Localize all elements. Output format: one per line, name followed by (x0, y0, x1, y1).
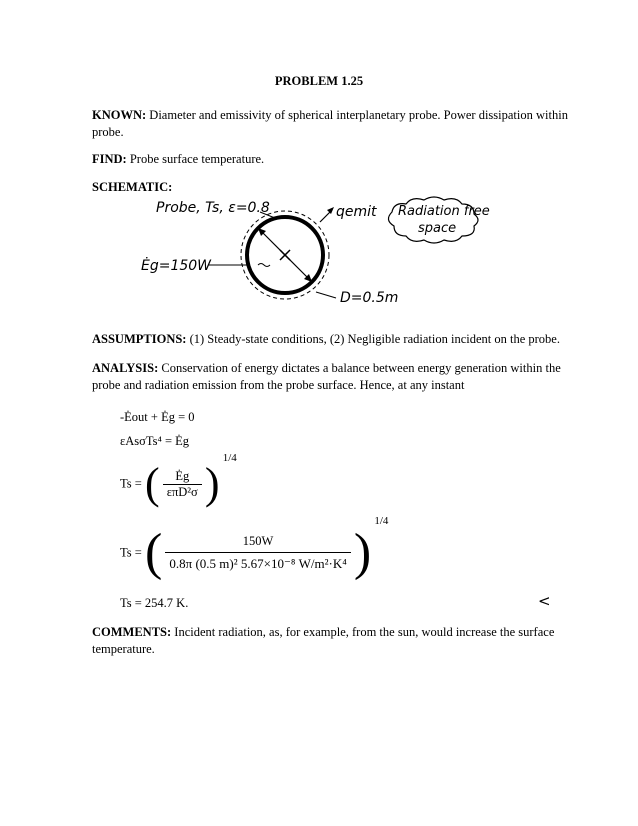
known-label: KNOWN: (92, 108, 147, 122)
q-emit-label: qemit (336, 204, 377, 220)
find-label: FIND: (92, 152, 127, 166)
known-text: Diameter and emissivity of spherical interplanetary probe. Power dissipation within probe. (92, 108, 568, 139)
symbolic-numerator: Ėg (175, 468, 190, 483)
comments-section (92, 624, 572, 658)
result: Ts = 254.7 K. (120, 596, 189, 610)
probe-label: Probe, Ts, ε=0.8 (156, 200, 270, 216)
equation-1: -Ėout + Ėg = 0 (120, 410, 195, 424)
numeric-denominator: 0.8π (0.5 m)² 5.67×10⁻⁸ W/m²·K⁴ (165, 552, 350, 572)
answer-mark: < (538, 592, 551, 610)
space-label: space (418, 221, 457, 236)
ts-label-numeric: Ts = (120, 545, 142, 560)
radiation-free-label: Radiation free (398, 204, 490, 219)
equation-2: εAsσTs⁴ = Ėg (120, 434, 190, 448)
symbolic-exponent: 1/4 (222, 452, 237, 464)
comments-label: COMMENTS: (92, 625, 172, 639)
numeric-numerator: 150W (242, 534, 274, 548)
symbolic-fraction (163, 469, 202, 500)
analysis-section (92, 360, 582, 394)
equation-3: Ts = ( $\frac{Ėg}{\text{επD²σ}}$ ) 1/4 (120, 452, 237, 508)
analysis-label: ANALYSIS: (92, 361, 159, 375)
assumptions-text: (1) Steady-state conditions, (2) Negligible radiation incident on the probe. (189, 332, 560, 346)
known-section (92, 107, 572, 141)
page-title: PROBLEM 1.25 (274, 74, 364, 88)
eg-label: Ėg=150W (141, 258, 212, 274)
find-section (92, 151, 572, 168)
comments-text: Incident radiation, as, for example, from the sun, would increase the surface temperature. (92, 625, 555, 656)
diameter-label: D=0.5m (340, 290, 399, 306)
ts-label-symbolic: Ts = (120, 476, 142, 491)
numeric-fraction (165, 534, 350, 572)
assumptions-section (92, 331, 592, 348)
numeric-exponent: 1/4 (374, 515, 389, 527)
schematic-label: SCHEMATIC: (92, 180, 173, 194)
equation-4: Ts = ( $\frac{150W}{\text{0.8π (0.5 m)² 5.67×10⁻⁸ W/m²·K⁴}}$ ) 1/4 (120, 515, 389, 581)
assumptions-label: ASSUMPTIONS: (92, 332, 187, 346)
analysis-text: Conservation of energy dictates a balance between energy generation within the probe and radiation emission from the probe surface. Hence, at any instant (92, 361, 561, 392)
symbolic-denominator: επD²σ (163, 484, 202, 500)
find-text: Probe surface temperature. (129, 152, 265, 166)
